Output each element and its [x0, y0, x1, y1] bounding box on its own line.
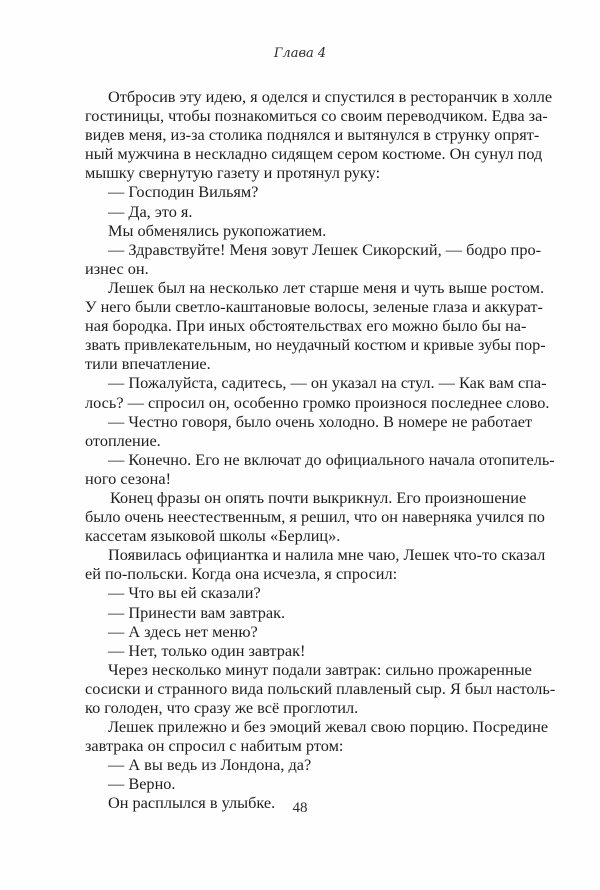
- text-line: — Нет, только один завтрак!: [108, 640, 306, 660]
- text-line: — Принести вам завтрак.: [108, 602, 286, 622]
- text-line: кассетам языковой школы «Берлиц».: [85, 526, 341, 546]
- text-line: отопление.: [85, 430, 161, 450]
- text-line: — Здравствуйте! Меня зовут Лешек Сикорский, — бодро про-: [108, 239, 542, 259]
- text-line: Через несколько минут подали завтрак: сильно прожаренные: [108, 659, 532, 679]
- text-line: ей по-польски. Когда она исчезла, я спросил:: [85, 564, 398, 584]
- text-line: — А здесь нет меню?: [108, 621, 258, 641]
- text-line: мышку свернутую газету и протянул руку:: [85, 163, 381, 183]
- text-line: гостиницы, чтобы познакомиться со своим переводчиком. Едва за-: [85, 106, 548, 126]
- page-number: 48: [292, 800, 308, 816]
- text-line: видев меня, из-за столика поднялся и вытянулся в струнку опрят-: [85, 125, 540, 145]
- text-line: У него были светло-каштановые волосы, зеленые глаза и аккурат-: [85, 297, 543, 317]
- text-line: — Господин Вильям?: [108, 182, 259, 202]
- text-line: ко голоден, что сразу же всё проглотил.: [85, 698, 359, 717]
- text-line: — Что вы ей сказали?: [108, 583, 261, 603]
- text-line: — Да, это я.: [108, 201, 193, 221]
- text-line: — Честно говоря, было очень холодно. В номере не работает: [108, 411, 533, 431]
- text-line: сосиски и странного вида польский плавленый сыр. Я был настоль-: [85, 678, 556, 698]
- running-head: Глава 4: [273, 46, 327, 61]
- text-line: Отбросив эту идею, я оделся и спустился в ресторанчик в холле: [108, 87, 553, 106]
- body-text: [85, 87, 556, 813]
- text-line: лось? — спросил он, особенно громко произнося последнее слово.: [85, 392, 550, 412]
- text-line: — А вы ведь из Лондона, да?: [108, 755, 312, 775]
- text-line: ного сезона!: [85, 468, 172, 488]
- text-line: — Конечно. Его не включат до официального начала отопитель-: [108, 449, 555, 469]
- text-line: было очень неестественным, я решил, что он наверняка учился по: [85, 507, 545, 527]
- text-line: Конец фразы он опять почти выкрикнул. Его произношение: [110, 487, 527, 507]
- text-line: Мы обменялись рукопожатием.: [108, 220, 327, 240]
- text-line: завтрака он спросил с набитым ртом:: [85, 736, 344, 756]
- text-line: Он расплылся в улыбке.: [108, 793, 276, 813]
- text-line: Лешек был на несколько лет старше меня и чуть выше ростом.: [108, 277, 545, 297]
- text-line: — Верно.: [108, 774, 176, 794]
- text-line: звать привлекательным, но неудачный костюм и кривые зубы пор-: [85, 335, 546, 355]
- text-line: тили впечатление.: [85, 354, 211, 374]
- text-line: ный мужчина в нескладно сидящем сером костюме. Он сунул под: [85, 144, 543, 164]
- text-line: изнес он.: [85, 258, 149, 278]
- text-line: — Пожалуйста, садитесь, — он указал на стул. — Как вам спа-: [108, 373, 547, 393]
- text-line: Появилась официантка и налила мне чаю, Лешек что-то сказал: [108, 545, 546, 565]
- text-line: Лешек прилежно и без эмоций жевал свою порцию. Посредине: [108, 717, 549, 737]
- text-line: ная бородка. При иных обстоятельствах его можно было бы на-: [85, 316, 527, 336]
